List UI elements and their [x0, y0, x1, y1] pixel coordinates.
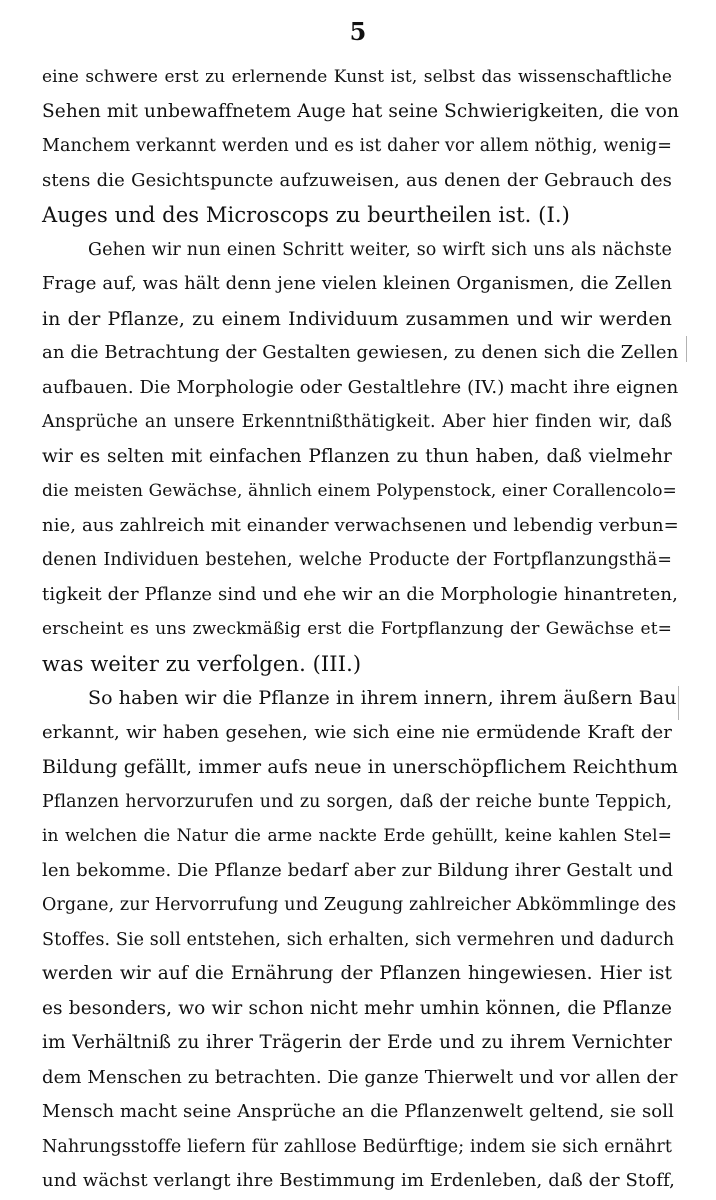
- body-text: [42, 60, 679, 1199]
- text-line: aufbauen. Die Morphologie oder Gestaltlehre (IV.) macht ihre eignen: [42, 376, 679, 398]
- text-line: in der Pflanze, zu einem Individuum zusammen und wir werden: [42, 307, 672, 330]
- text-line: erscheint es uns zweckmäßig erst die Fortpflanzung der Gewächse et=: [42, 619, 672, 639]
- text-line: Bildung gefällt, immer aufs neue in unerschöpflichem Reichthum: [42, 756, 679, 778]
- text-line: erkannt, wir haben gesehen, wie sich eine nie ermüdende Kraft der: [42, 721, 672, 743]
- margin-mark: [678, 686, 679, 720]
- text-line: stens die Gesichtspuncte aufzuweisen, aus denen der Gebrauch des: [42, 169, 672, 191]
- text-line: denen Individuen bestehen, welche Producte der Fortpflanzungsthä=: [42, 550, 672, 570]
- text-line: Nahrungsstoffe liefern für zahllose Bedürftige; indem sie sich ernährt: [42, 1136, 672, 1157]
- margin-mark: [686, 336, 687, 362]
- text-line: es besonders, wo wir schon nicht mehr umhin können, die Pflanze: [42, 997, 672, 1019]
- text-line: und wächst verlangt ihre Bestimmung im Erdenleben, daß der Stoff,: [42, 1170, 675, 1191]
- page-number: 5: [349, 17, 367, 46]
- text-line: dem Menschen zu betrachten. Die ganze Thierwelt und vor allen der: [42, 1066, 678, 1088]
- text-line: Gehen wir nun einen Schritt weiter, so wirft sich uns als nächste: [88, 239, 672, 260]
- text-line: nie, aus zahlreich mit einander verwachsenen und lebendig verbun=: [42, 514, 679, 536]
- text-line: Organe, zur Hervorrufung und Zeugung zahlreicher Abkömmlinge des: [42, 895, 677, 915]
- paragraph: [42, 681, 679, 1199]
- paragraph: [42, 233, 679, 682]
- text-line: tigkeit der Pflanze sind und ehe wir an die Morphologie hinantreten,: [42, 583, 678, 605]
- text-line: wir es selten mit einfachen Pflanzen zu thun haben, daß vielmehr: [42, 445, 672, 467]
- text-line: Sehen mit unbewaffnetem Auge hat seine Schwierigkeiten, die von: [42, 100, 679, 122]
- text-line: Mensch macht seine Ansprüche an die Pflanzenwelt geltend, sie soll: [42, 1101, 674, 1122]
- text-line: im Verhältniß zu ihrer Trägerin der Erde und zu ihrem Vernichter: [42, 1032, 672, 1053]
- text-line: in welchen die Natur die arme nackte Erde gehüllt, keine kahlen Stel=: [42, 826, 672, 846]
- text-line: Pflanzen hervorzurufen und zu sorgen, daß der reiche bunte Teppich,: [42, 791, 672, 812]
- text-line: len bekomme. Die Pflanze bedarf aber zur Bildung ihrer Gestalt und: [42, 859, 674, 881]
- text-line: was weiter zu verfolgen. (III.): [42, 651, 362, 676]
- text-line: die meisten Gewächse, ähnlich einem Polypenstock, einer Corallencolo=: [42, 481, 677, 501]
- text-line: Ansprüche an unsere Erkenntnißthätigkeit. Aber hier finden wir, daß: [42, 412, 672, 432]
- paragraph: [42, 60, 679, 233]
- text-line: So haben wir die Pflanze in ihrem innern, ihrem äußern Bau: [88, 687, 677, 709]
- text-line: Stoffes. Sie soll entstehen, sich erhalten, sich vermehren und dadurch: [42, 929, 675, 950]
- text-line: Frage auf, was hält denn jene vielen kleinen Organismen, die Zellen: [42, 273, 673, 294]
- text-line: eine schwere erst zu erlernende Kunst ist, selbst das wissenschaftliche: [42, 67, 672, 87]
- text-line: Manchem verkannt werden und es ist daher vor allem nöthig, wenig=: [42, 136, 672, 156]
- text-line: an die Betrachtung der Gestalten gewiesen, zu denen sich die Zellen: [42, 342, 679, 363]
- text-line: werden wir auf die Ernährung der Pflanzen hingewiesen. Hier ist: [42, 963, 672, 984]
- text-line: Auges und des Microscops zu beurtheilen ist. (I.): [42, 203, 570, 227]
